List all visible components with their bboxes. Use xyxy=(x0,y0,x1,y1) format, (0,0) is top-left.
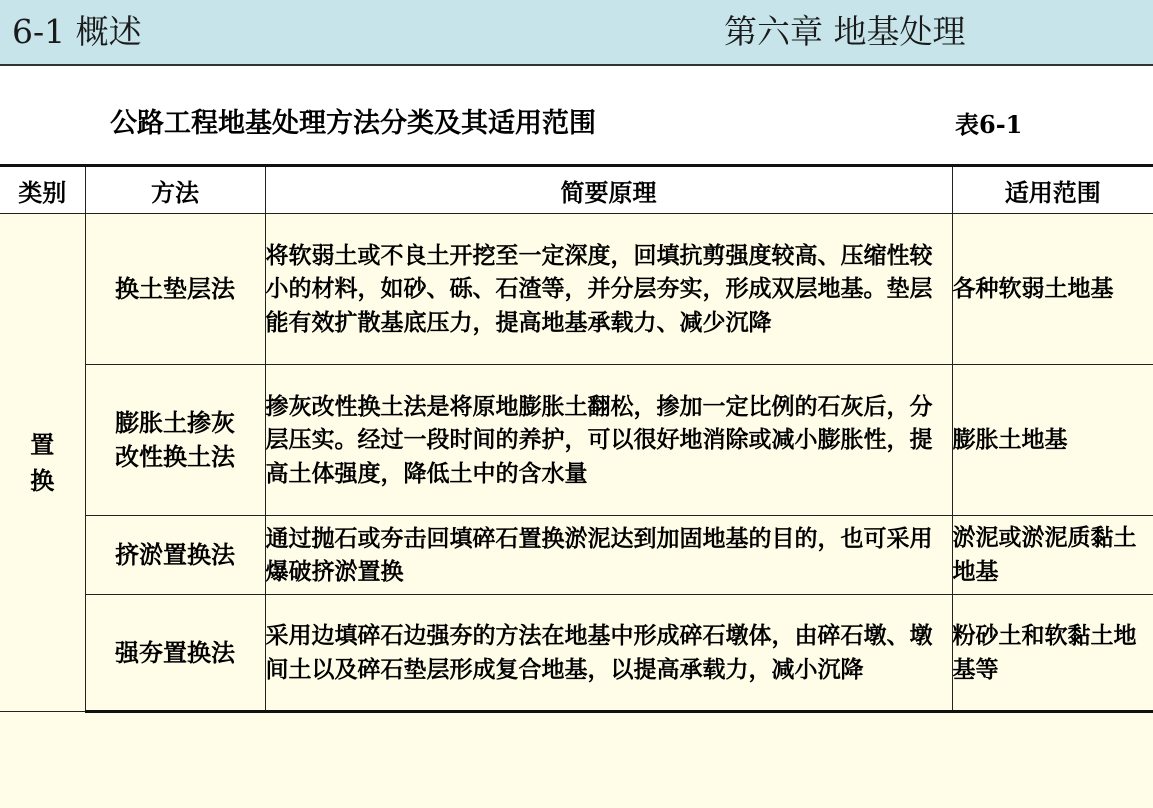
category-cell xyxy=(0,214,85,712)
principle-cell: 通过抛石或夯击回填碎石置换淤泥达到加固地基的目的，也可采用爆破挤淤置换 xyxy=(265,516,952,595)
method-cell xyxy=(85,365,265,516)
section-title: 6-1 概述 xyxy=(12,12,142,51)
table-row xyxy=(0,365,1153,516)
method-label: 换土垫层法 xyxy=(115,274,235,303)
table-row xyxy=(0,595,1153,712)
table-row xyxy=(0,516,1153,595)
column-header-method: 方法 xyxy=(85,166,265,214)
principle-cell: 将软弱土或不良土开挖至一定深度，回填抗剪强度较高、压缩性较小的材料，如砂、砾、石渣等，并分层夯实，形成双层地基。垫层能有效扩散基底压力，提高地基承载力、减少沉降 xyxy=(265,214,952,365)
chapter-title: 第六章 地基处理 xyxy=(724,12,966,51)
scope-cell: 粉砂土和软黏土地基等 xyxy=(952,595,1153,712)
principle-cell: 采用边填碎石边强夯的方法在地基中形成碎石墩体，由碎石墩、墩间土以及碎石垫层形成复合地基，以提高承载力，减小沉降 xyxy=(265,595,952,712)
method-label: 强夯置换法 xyxy=(115,637,235,667)
category-label: 置换 xyxy=(30,429,55,495)
table-row xyxy=(0,214,1153,365)
method-cell xyxy=(85,516,265,595)
methods-table xyxy=(0,164,1153,713)
column-header-category: 类别 xyxy=(0,166,85,214)
scope-cell: 各种软弱土地基 xyxy=(952,214,1153,365)
scope-cell: 膨胀土地基 xyxy=(952,365,1153,516)
table-caption: 公路工程地基处理方法分类及其适用范围 xyxy=(110,108,596,139)
method-cell xyxy=(85,595,265,712)
column-header-principle: 简要原理 xyxy=(265,166,952,214)
column-header-scope: 适用范围 xyxy=(952,166,1153,214)
principle-cell: 掺灰改性换土法是将原地膨胀土翻松，掺加一定比例的石灰后，分层压实。经过一段时间的养护，可以很好地消除或减小膨胀性，提高土体强度，降低土中的含水量 xyxy=(265,365,952,516)
table-header-row xyxy=(0,166,1153,214)
scope-cell: 淤泥或淤泥质黏土地基 xyxy=(952,516,1153,595)
method-label: 挤淤置换法 xyxy=(115,540,235,569)
method-label: 膨胀土掺灰改性换土法 xyxy=(115,408,235,471)
table-number: 表6-1 xyxy=(955,110,1023,139)
method-cell xyxy=(85,214,265,365)
slide-header-bar xyxy=(0,0,1153,66)
